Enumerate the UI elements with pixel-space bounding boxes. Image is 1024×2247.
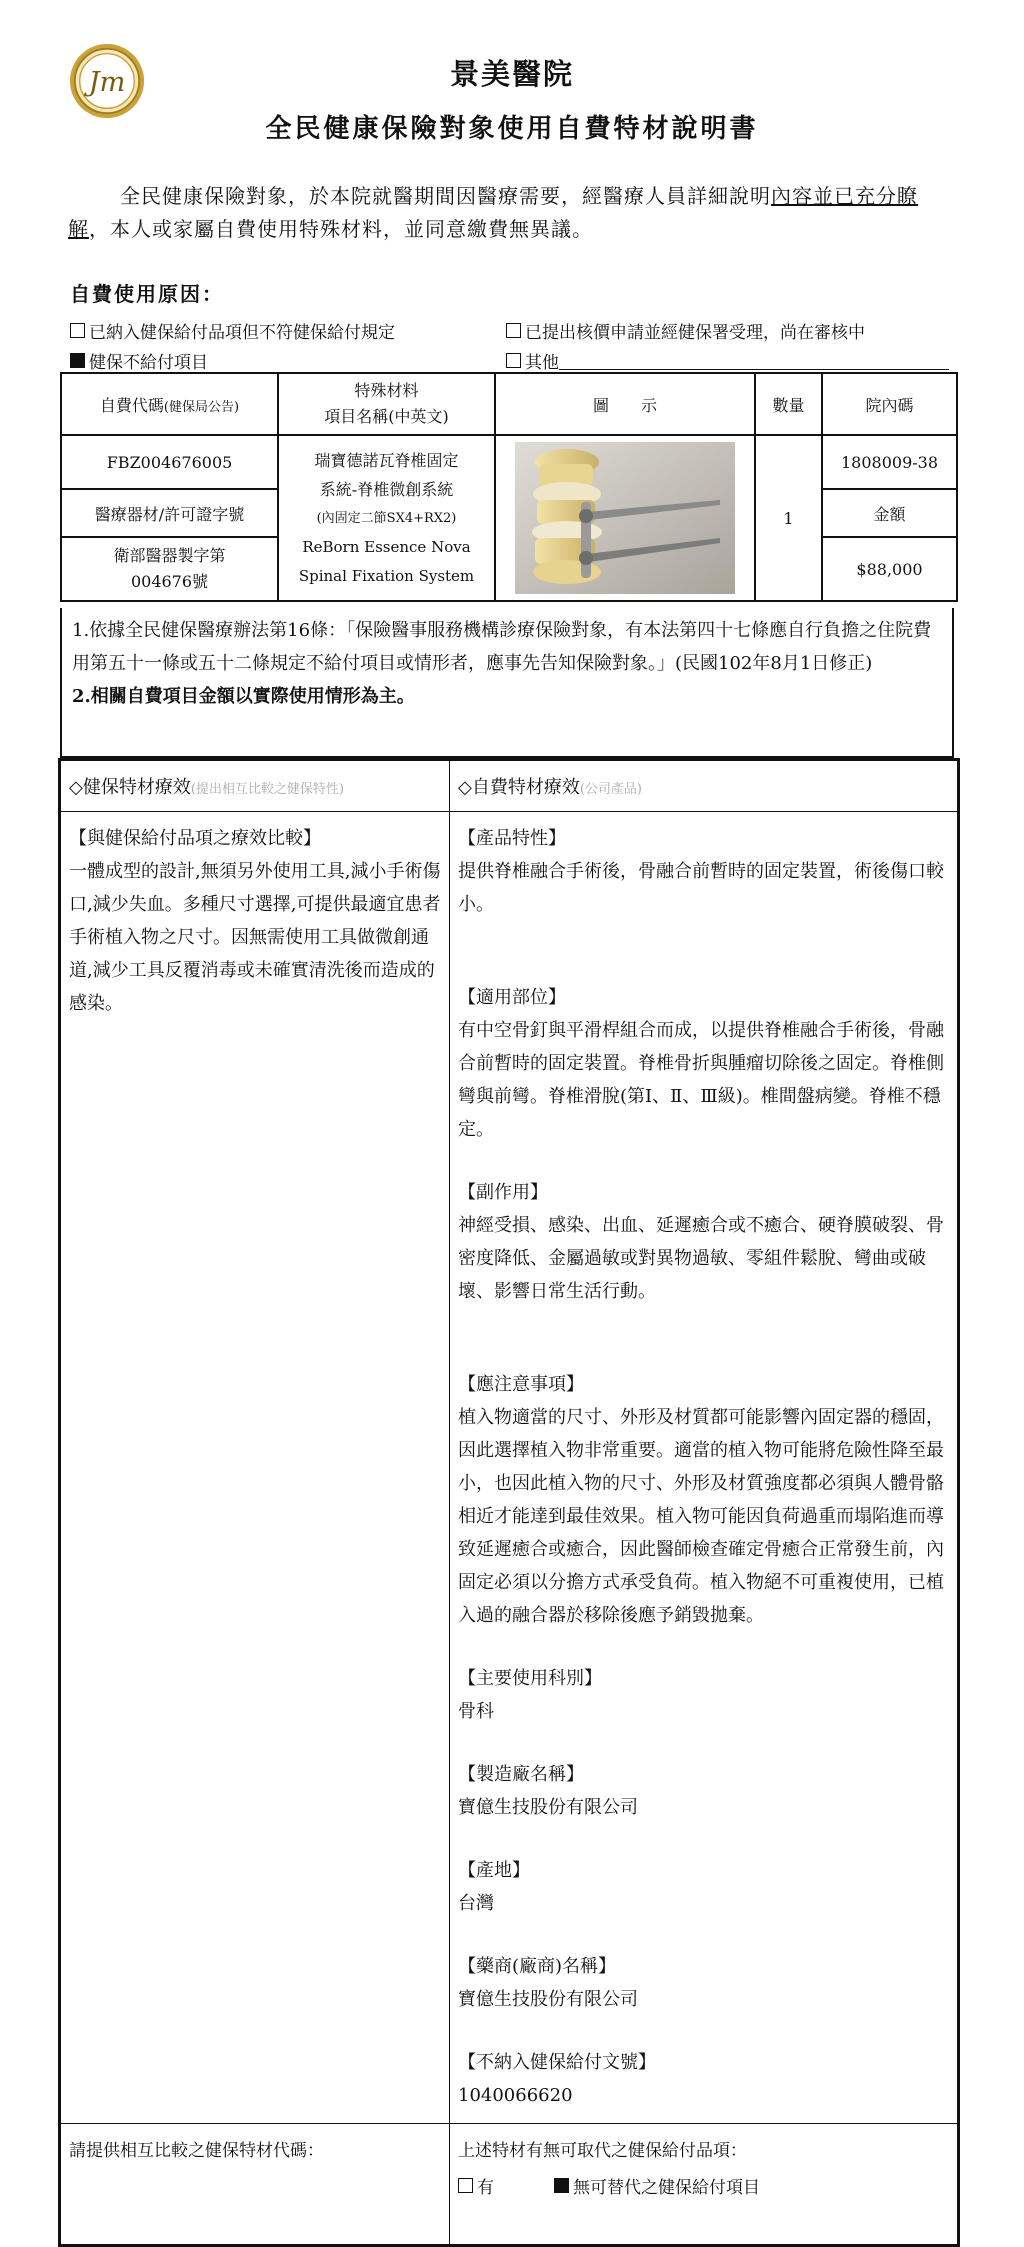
section-title: 【適用部位】	[458, 987, 566, 1008]
header-qty: 數量	[755, 373, 822, 435]
section-title: 【應注意事項】	[458, 1374, 584, 1395]
checkbox-checked[interactable]	[554, 2178, 569, 2193]
section-title: 【產品特性】	[458, 828, 566, 849]
section-body: 骨科	[458, 1701, 494, 1722]
section-body: 植入物適當的尺寸、外形及材質都可能影響內固定器的穩固，因此選擇植入物非常重要。適當的植入物可能將危險性降至最小，也因此植入物的尺寸、外形及材質強度都必須與人體骨骼相近才能達到最佳效果。植入物可能因負荷過重而塌陷進而導致延遲癒合或癒合，因此醫師檢查確定骨癒合正常發生前，內固定必須以分擔方式承受負荷。植入物絕不可重複使用，已植入過的融合器於移除後應予銷毀拋棄。	[458, 1407, 944, 1626]
section-body: 有中空骨釘與平滑桿組合而成，以提供脊椎融合手術後，骨融合前暫時的固定裝置。脊椎骨折與腫瘤切除後之固定。脊椎側彎與前彎。脊椎滑脫(第Ⅰ、Ⅱ、Ⅲ級)。椎間盤病變。脊椎不穩定。	[458, 1020, 944, 1140]
intro-underlined: 內容並已充分瞭解	[68, 184, 918, 241]
reason-option-2[interactable]: 已提出核價申請並經健保署受理，尚在審核中	[506, 318, 865, 343]
license-number: 衛部醫器製字第004676號	[61, 537, 278, 601]
other-blank-line[interactable]	[559, 351, 949, 370]
self-pay-efficacy-cell	[450, 812, 959, 2124]
material-qty: 1	[755, 435, 822, 601]
efficacy-compare-title: 【與健保給付品項之療效比較】	[69, 828, 321, 849]
hospital-name: 景美醫院	[449, 57, 574, 91]
checkbox-unchecked[interactable]	[458, 2178, 473, 2193]
section-title: 【不納入健保給付文號】	[458, 2052, 656, 2073]
section-title: 【副作用】	[458, 1182, 548, 1203]
amount-label: 金額	[822, 489, 957, 537]
option-yes: 有	[477, 2178, 494, 2198]
material-image-cell	[495, 435, 755, 601]
section-body: 1040066620	[458, 2085, 573, 2106]
compare-code-prompt: 請提供相互比較之健保特材代碼：	[60, 2124, 450, 2246]
section-body: 寶億生技股份有限公司	[458, 1797, 638, 1818]
left-column-header: ◇健保特材療效(提出相互比較之健保特性)	[60, 760, 450, 812]
reason-option-4[interactable]: 其他	[506, 348, 949, 373]
section-title: 【主要使用科別】	[458, 1668, 602, 1689]
checkbox-unchecked[interactable]	[506, 353, 521, 368]
amount-value: $88,000	[822, 537, 957, 601]
section-title: 【製造廠名稱】	[458, 1764, 584, 1785]
section-title: 【藥商(廠商)名稱】	[458, 1956, 617, 1977]
checkbox-unchecked[interactable]	[70, 323, 85, 338]
header-hospital-code: 院內碼	[822, 373, 957, 435]
spine-model-image	[515, 442, 735, 594]
form-title: 全民健康保險對象使用自費特材說明書	[265, 114, 759, 144]
legal-notes	[60, 608, 954, 758]
nhi-efficacy-cell	[60, 812, 450, 2124]
material-name: 瑞寶德諾瓦脊椎固定 系統-脊椎微創系統 (內固定二節SX4+RX2) ReBorn Essence Nova Spinal Fixation System	[278, 435, 495, 601]
section-title: 【產地】	[458, 1860, 530, 1881]
reason-option-3[interactable]: 健保不給付項目	[70, 348, 208, 373]
svg-text:Jm: Jm	[88, 66, 126, 98]
reason-heading: 自費使用原因：	[70, 282, 224, 306]
checkbox-checked[interactable]	[70, 353, 85, 368]
license-label: 醫療器材/許可證字號	[61, 489, 278, 537]
substitute-question: 上述特材有無可取代之健保給付品項： 有 無可替代之健保給付項目	[450, 2124, 959, 2246]
efficacy-compare-body: 一體成型的設計,無須另外使用工具,減小手術傷口,減少失血。多種尺寸選擇,可提供最適宜患者手術植入物之尺寸。因無需使用工具做微創通道,減少工具反覆消毒或未確實清洗後而造成的感染。	[69, 861, 441, 1014]
note-1: 1.依據全民健保醫療辦法第16條：「保險醫事服務機構診療保險對象，有本法第四十七條應自行負擔之住院費用第五十一條或五十二條規定不給付項目或情形者，應事先告知保險對象。」(民國102年8月1日修正)	[72, 620, 932, 674]
header-image: 圖 示	[495, 373, 755, 435]
header-code: 自費代碼(健保局公告)	[61, 373, 278, 435]
section-body: 寶億生技股份有限公司	[458, 1989, 638, 2010]
option-no-substitute: 無可替代之健保給付項目	[573, 2178, 760, 2198]
right-column-header: ◇自費特材療效(公司產品)	[450, 760, 959, 812]
material-table	[60, 372, 958, 602]
material-code: FBZ004676005	[61, 435, 278, 489]
reason-option-1[interactable]: 已納入健保給付品項但不符健保給付規定	[70, 318, 395, 343]
hospital-code: 1808009-38	[822, 435, 957, 489]
comparison-table	[58, 758, 960, 2247]
section-body: 台灣	[458, 1893, 494, 1914]
header-material-name: 特殊材料 項目名稱(中英文)	[278, 373, 495, 435]
intro-text: 全民健康保險對象，於本院就醫期間因醫療需要，經醫療人員詳細說明內容並已充分瞭解，本人或家屬自費使用特殊材料，並同意繳費無異議。	[68, 184, 918, 241]
note-2: 2.相關自費項目金額以實際使用情形為主。	[72, 686, 415, 707]
section-body: 提供脊椎融合手術後，骨融合前暫時的固定裝置，術後傷口較小。	[458, 861, 944, 915]
section-body: 神經受損、感染、出血、延遲癒合或不癒合、硬脊膜破裂、骨密度降低、金屬過敏或對異物過敏、零組件鬆脫、彎曲或破壞、影響日常生活行動。	[458, 1215, 944, 1302]
checkbox-unchecked[interactable]	[506, 323, 521, 338]
